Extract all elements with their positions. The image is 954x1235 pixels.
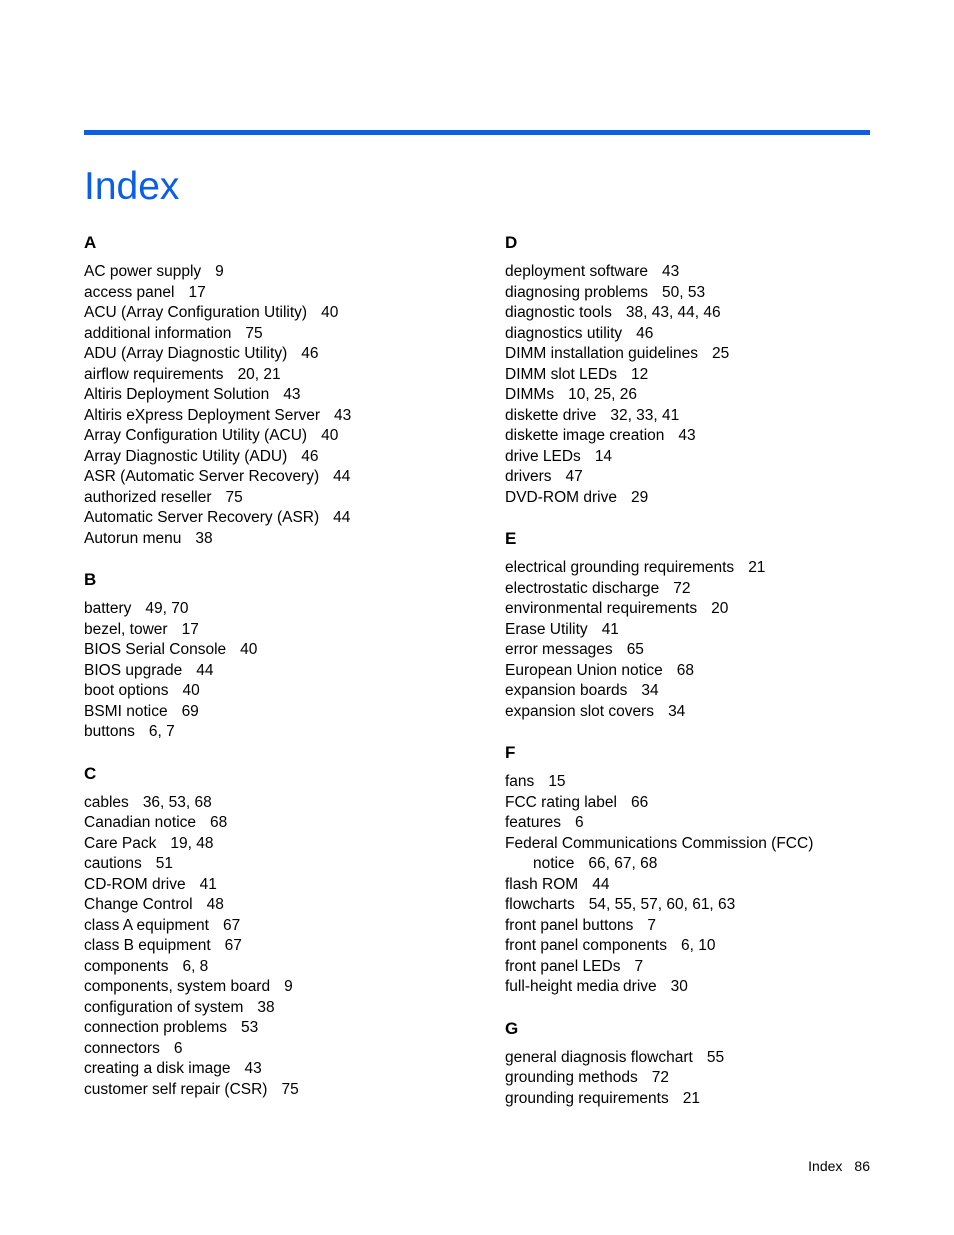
index-entry [84, 722, 464, 743]
index-term: access panel [84, 283, 175, 301]
index-term: drivers [505, 468, 552, 485]
index-page-refs: 66 [631, 793, 649, 811]
index-entries [84, 793, 464, 1101]
index-entry [505, 702, 885, 723]
index-entry [505, 599, 885, 620]
index-page-refs: 65 [626, 641, 644, 658]
index-entry [505, 283, 885, 304]
index-entry [505, 1048, 885, 1069]
index-term: expansion slot covers [505, 702, 655, 720]
index-entries [505, 772, 885, 998]
index-page-refs: 10, 25, 26 [568, 386, 638, 403]
index-entry [505, 957, 885, 978]
index-term: Array Configuration Utility (ACU) [84, 427, 308, 444]
index-page-refs: 49, 70 [145, 600, 189, 617]
index-entry [84, 324, 464, 345]
index-entry [505, 324, 885, 345]
index-entry [84, 957, 464, 978]
index-term: configuration of system [84, 998, 244, 1016]
index-entry [84, 1018, 464, 1039]
index-term: connectors [84, 1039, 160, 1057]
index-page-refs: 41 [601, 620, 619, 638]
index-page-refs: 68 [676, 661, 694, 679]
index-term: electrical grounding requirements [505, 559, 735, 576]
index-page-refs: 17 [188, 283, 206, 301]
index-entry [505, 426, 885, 447]
index-page-refs: 55 [706, 1048, 725, 1066]
index-entry [84, 681, 464, 702]
index-page-refs: 7 [647, 916, 657, 934]
index-page-refs: 30 [670, 978, 688, 995]
index-entry [84, 599, 464, 620]
index-term: AC power supply [84, 263, 202, 280]
index-entry [505, 1068, 885, 1089]
index-term: diskette drive [505, 406, 597, 424]
index-term: expansion boards [505, 682, 628, 699]
index-term: Altiris Deployment Solution [84, 386, 270, 403]
index-section [505, 738, 885, 998]
index-term: connection problems [84, 1019, 228, 1036]
index-entry [84, 875, 464, 896]
index-term: Federal Communications Commission (FCC) [505, 834, 814, 852]
index-term: ADU (Array Diagnostic Utility) [84, 345, 288, 362]
index-entries [84, 599, 464, 743]
index-entry [84, 1080, 464, 1101]
page-footer [808, 1158, 870, 1174]
index-term: DVD-ROM drive [505, 488, 617, 506]
index-entry [505, 681, 885, 702]
index-term: diagnostic tools [505, 304, 612, 321]
index-entry [505, 262, 885, 283]
index-term: Automatic Server Recovery (ASR) [84, 509, 320, 526]
index-entry [84, 447, 464, 468]
index-term: front panel LEDs [505, 957, 621, 975]
index-entry [505, 406, 885, 427]
index-entry [505, 344, 885, 365]
index-page-refs: 25 [711, 345, 730, 362]
index-entry [505, 303, 885, 324]
section-letter: B [84, 570, 97, 589]
index-page-refs: 7 [634, 957, 644, 975]
index-entry [84, 640, 464, 661]
index-entry [505, 875, 885, 896]
index-page-refs: 9 [284, 978, 293, 995]
index-term: Change Control [84, 896, 193, 913]
index-entry [84, 916, 464, 937]
index-page-refs: 72 [673, 579, 691, 597]
index-term: FCC rating label [505, 793, 617, 811]
index-term: electrostatic discharge [505, 579, 660, 597]
index-column-right [505, 228, 885, 1125]
index-section [505, 228, 885, 508]
index-entry [505, 620, 885, 641]
index-entry [84, 283, 464, 304]
index-page-refs: 36, 53, 68 [142, 793, 212, 811]
index-term: grounding requirements [505, 1089, 669, 1107]
index-entry [84, 262, 464, 283]
index-entry [84, 426, 464, 447]
index-page-refs: 46 [301, 345, 319, 362]
index-term: Care Pack [84, 834, 157, 852]
index-entry [84, 467, 464, 488]
index-term: notice [533, 855, 575, 872]
index-page-refs: 34 [668, 702, 686, 720]
index-page-refs: 41 [199, 875, 217, 893]
index-term: creating a disk image [84, 1060, 231, 1077]
index-term: fans [505, 773, 535, 790]
index-term: features [505, 814, 562, 831]
index-entry [84, 1039, 464, 1060]
index-term: Altiris eXpress Deployment Server [84, 406, 321, 424]
index-page-refs: 68 [210, 814, 228, 831]
index-entry [84, 365, 464, 386]
index-term: buttons [84, 723, 135, 740]
index-page-refs: 53 [241, 1019, 259, 1036]
index-entry [505, 936, 885, 957]
index-entry [505, 772, 885, 793]
index-section [505, 524, 885, 722]
index-section [84, 228, 464, 549]
index-page-refs: 43 [662, 263, 680, 280]
index-term: CD-ROM drive [84, 875, 186, 893]
index-page-refs: 47 [565, 468, 583, 485]
index-entry [505, 854, 885, 875]
index-entry [505, 488, 885, 509]
index-entry [84, 406, 464, 427]
index-entry [84, 977, 464, 998]
index-term: error messages [505, 641, 613, 658]
index-page-refs: 38, 43, 44, 46 [625, 304, 721, 321]
index-term: airflow requirements [84, 365, 224, 383]
section-letter: E [505, 529, 517, 548]
index-entry [84, 793, 464, 814]
index-entry [84, 936, 464, 957]
index-term: diagnosing problems [505, 283, 649, 301]
index-term: drive LEDs [505, 447, 581, 465]
index-page-refs: 51 [155, 855, 173, 872]
index-term: bezel, tower [84, 620, 168, 638]
index-term: additional information [84, 324, 232, 342]
section-letter: C [84, 763, 97, 783]
index-entry [505, 895, 885, 916]
index-page-refs: 17 [181, 620, 199, 638]
index-entry [505, 579, 885, 600]
index-page-refs: 15 [548, 773, 566, 790]
index-page-refs: 6 [575, 814, 584, 831]
index-term: full-height media drive [505, 978, 657, 995]
index-entry [505, 813, 885, 834]
index-term: ASR (Automatic Server Recovery) [84, 468, 320, 485]
index-entry [84, 661, 464, 682]
index-section [84, 565, 464, 743]
index-entry [505, 385, 885, 406]
index-entry [84, 385, 464, 406]
index-entry [505, 793, 885, 814]
index-page-refs: 34 [641, 682, 659, 699]
index-term: cables [84, 793, 129, 811]
index-page-refs: 46 [636, 324, 654, 342]
index-term: BIOS Serial Console [84, 641, 227, 658]
index-entry [84, 895, 464, 916]
index-page-refs: 19, 48 [170, 834, 214, 852]
index-page-refs: 9 [215, 263, 224, 280]
index-page-refs: 43 [283, 386, 301, 403]
index-entry [84, 702, 464, 723]
index-page-refs: 72 [651, 1069, 669, 1086]
index-page-refs: 50, 53 [662, 283, 706, 301]
index-page-refs: 44 [333, 468, 351, 485]
index-section [505, 1014, 885, 1110]
index-page-refs: 75 [281, 1080, 299, 1098]
index-term: general diagnosis flowchart [505, 1048, 693, 1066]
page-number: 86 [854, 1158, 870, 1174]
index-page-refs: 38 [195, 529, 213, 547]
index-page-refs: 40 [240, 641, 258, 658]
index-page-refs: 43 [334, 406, 352, 424]
index-term: deployment software [505, 263, 649, 280]
index-page-refs: 43 [678, 427, 696, 444]
index-page-refs: 75 [245, 324, 263, 342]
section-letter: G [505, 1018, 519, 1038]
index-entry [505, 661, 885, 682]
index-entry [84, 508, 464, 529]
index-entry [84, 488, 464, 509]
footer-label: Index [808, 1158, 843, 1174]
index-entry [84, 834, 464, 855]
index-page-refs: 54, 55, 57, 60, 61, 63 [588, 896, 736, 913]
index-entry [505, 916, 885, 937]
index-page-refs: 44 [592, 875, 610, 893]
index-page-refs: 21 [748, 559, 766, 576]
index-entry [505, 365, 885, 386]
index-page-refs: 6, 10 [681, 937, 716, 954]
index-term: components, system board [84, 978, 271, 995]
index-term: diskette image creation [505, 427, 665, 444]
index-page-refs: 21 [682, 1089, 700, 1107]
index-column-left [84, 228, 464, 1116]
index-page-refs: 40 [182, 682, 200, 699]
index-page-refs: 75 [225, 488, 243, 506]
index-term: class B equipment [84, 937, 211, 954]
section-letter: F [505, 743, 516, 762]
section-letter: A [84, 233, 97, 252]
index-term: diagnostics utility [505, 324, 623, 342]
index-term: authorized reseller [84, 488, 212, 506]
index-entry [84, 620, 464, 641]
index-term: European Union notice [505, 661, 663, 679]
index-term: Autorun menu [84, 529, 182, 547]
index-entry [505, 834, 885, 855]
index-entry [84, 529, 464, 550]
index-term: flash ROM [505, 875, 579, 893]
index-term: cautions [84, 855, 142, 872]
index-page-refs: 66, 67, 68 [588, 855, 658, 872]
index-page-refs: 12 [630, 365, 649, 383]
index-page-refs: 69 [181, 702, 199, 720]
index-page-refs: 67 [222, 916, 241, 934]
index-entry [84, 998, 464, 1019]
index-entry [84, 813, 464, 834]
index-section [84, 759, 464, 1101]
index-entry [84, 344, 464, 365]
index-term: DIMMs [505, 386, 555, 403]
index-page-refs: 29 [630, 488, 649, 506]
index-page-refs: 38 [257, 998, 275, 1016]
section-letter: D [505, 233, 518, 252]
index-entry [84, 1059, 464, 1080]
index-entry [505, 558, 885, 579]
index-entries [505, 262, 885, 508]
index-entries [84, 262, 464, 549]
index-page-refs: 40 [321, 427, 339, 444]
index-term: DIMM installation guidelines [505, 345, 698, 362]
index-term: Array Diagnostic Utility (ADU) [84, 447, 288, 465]
index-term: front panel components [505, 937, 667, 954]
index-page-refs: 20 [711, 600, 729, 617]
index-term: BSMI notice [84, 702, 168, 720]
index-term: boot options [84, 682, 169, 699]
index-term: battery [84, 600, 132, 617]
index-term: environmental requirements [505, 600, 698, 617]
index-entry [505, 447, 885, 468]
title-rule [84, 130, 870, 135]
index-page-refs: 6, 7 [148, 723, 175, 740]
index-term: BIOS upgrade [84, 661, 183, 679]
index-term: front panel buttons [505, 916, 634, 934]
index-term: DIMM slot LEDs [505, 365, 617, 383]
page-title: Index [84, 165, 180, 209]
index-page-refs: 67 [224, 937, 242, 954]
index-entries [505, 1048, 885, 1110]
index-entry [84, 303, 464, 324]
index-term: components [84, 957, 169, 975]
index-page-refs: 48 [206, 896, 224, 913]
index-term: Canadian notice [84, 814, 197, 831]
index-page-refs: 43 [244, 1060, 262, 1077]
index-entry [505, 467, 885, 488]
index-entry [505, 977, 885, 998]
index-page-refs: 6 [173, 1039, 183, 1057]
index-page-refs: 46 [301, 447, 319, 465]
index-entries [505, 558, 885, 722]
index-page-refs: 40 [321, 304, 339, 321]
index-page-refs: 32, 33, 41 [610, 406, 680, 424]
index-entry [84, 854, 464, 875]
index-entry [505, 640, 885, 661]
index-term: class A equipment [84, 916, 209, 934]
index-page-refs: 44 [333, 509, 351, 526]
index-entry [505, 1089, 885, 1110]
index-term: grounding methods [505, 1069, 638, 1086]
index-term: flowcharts [505, 896, 575, 913]
index-page-refs: 20, 21 [237, 365, 281, 383]
index-page-refs: 44 [196, 661, 214, 679]
index-term: ACU (Array Configuration Utility) [84, 304, 308, 321]
index-page-refs: 6, 8 [182, 957, 209, 975]
index-term: Erase Utility [505, 620, 588, 638]
index-term: customer self repair (CSR) [84, 1080, 268, 1098]
index-page-refs: 14 [594, 447, 613, 465]
